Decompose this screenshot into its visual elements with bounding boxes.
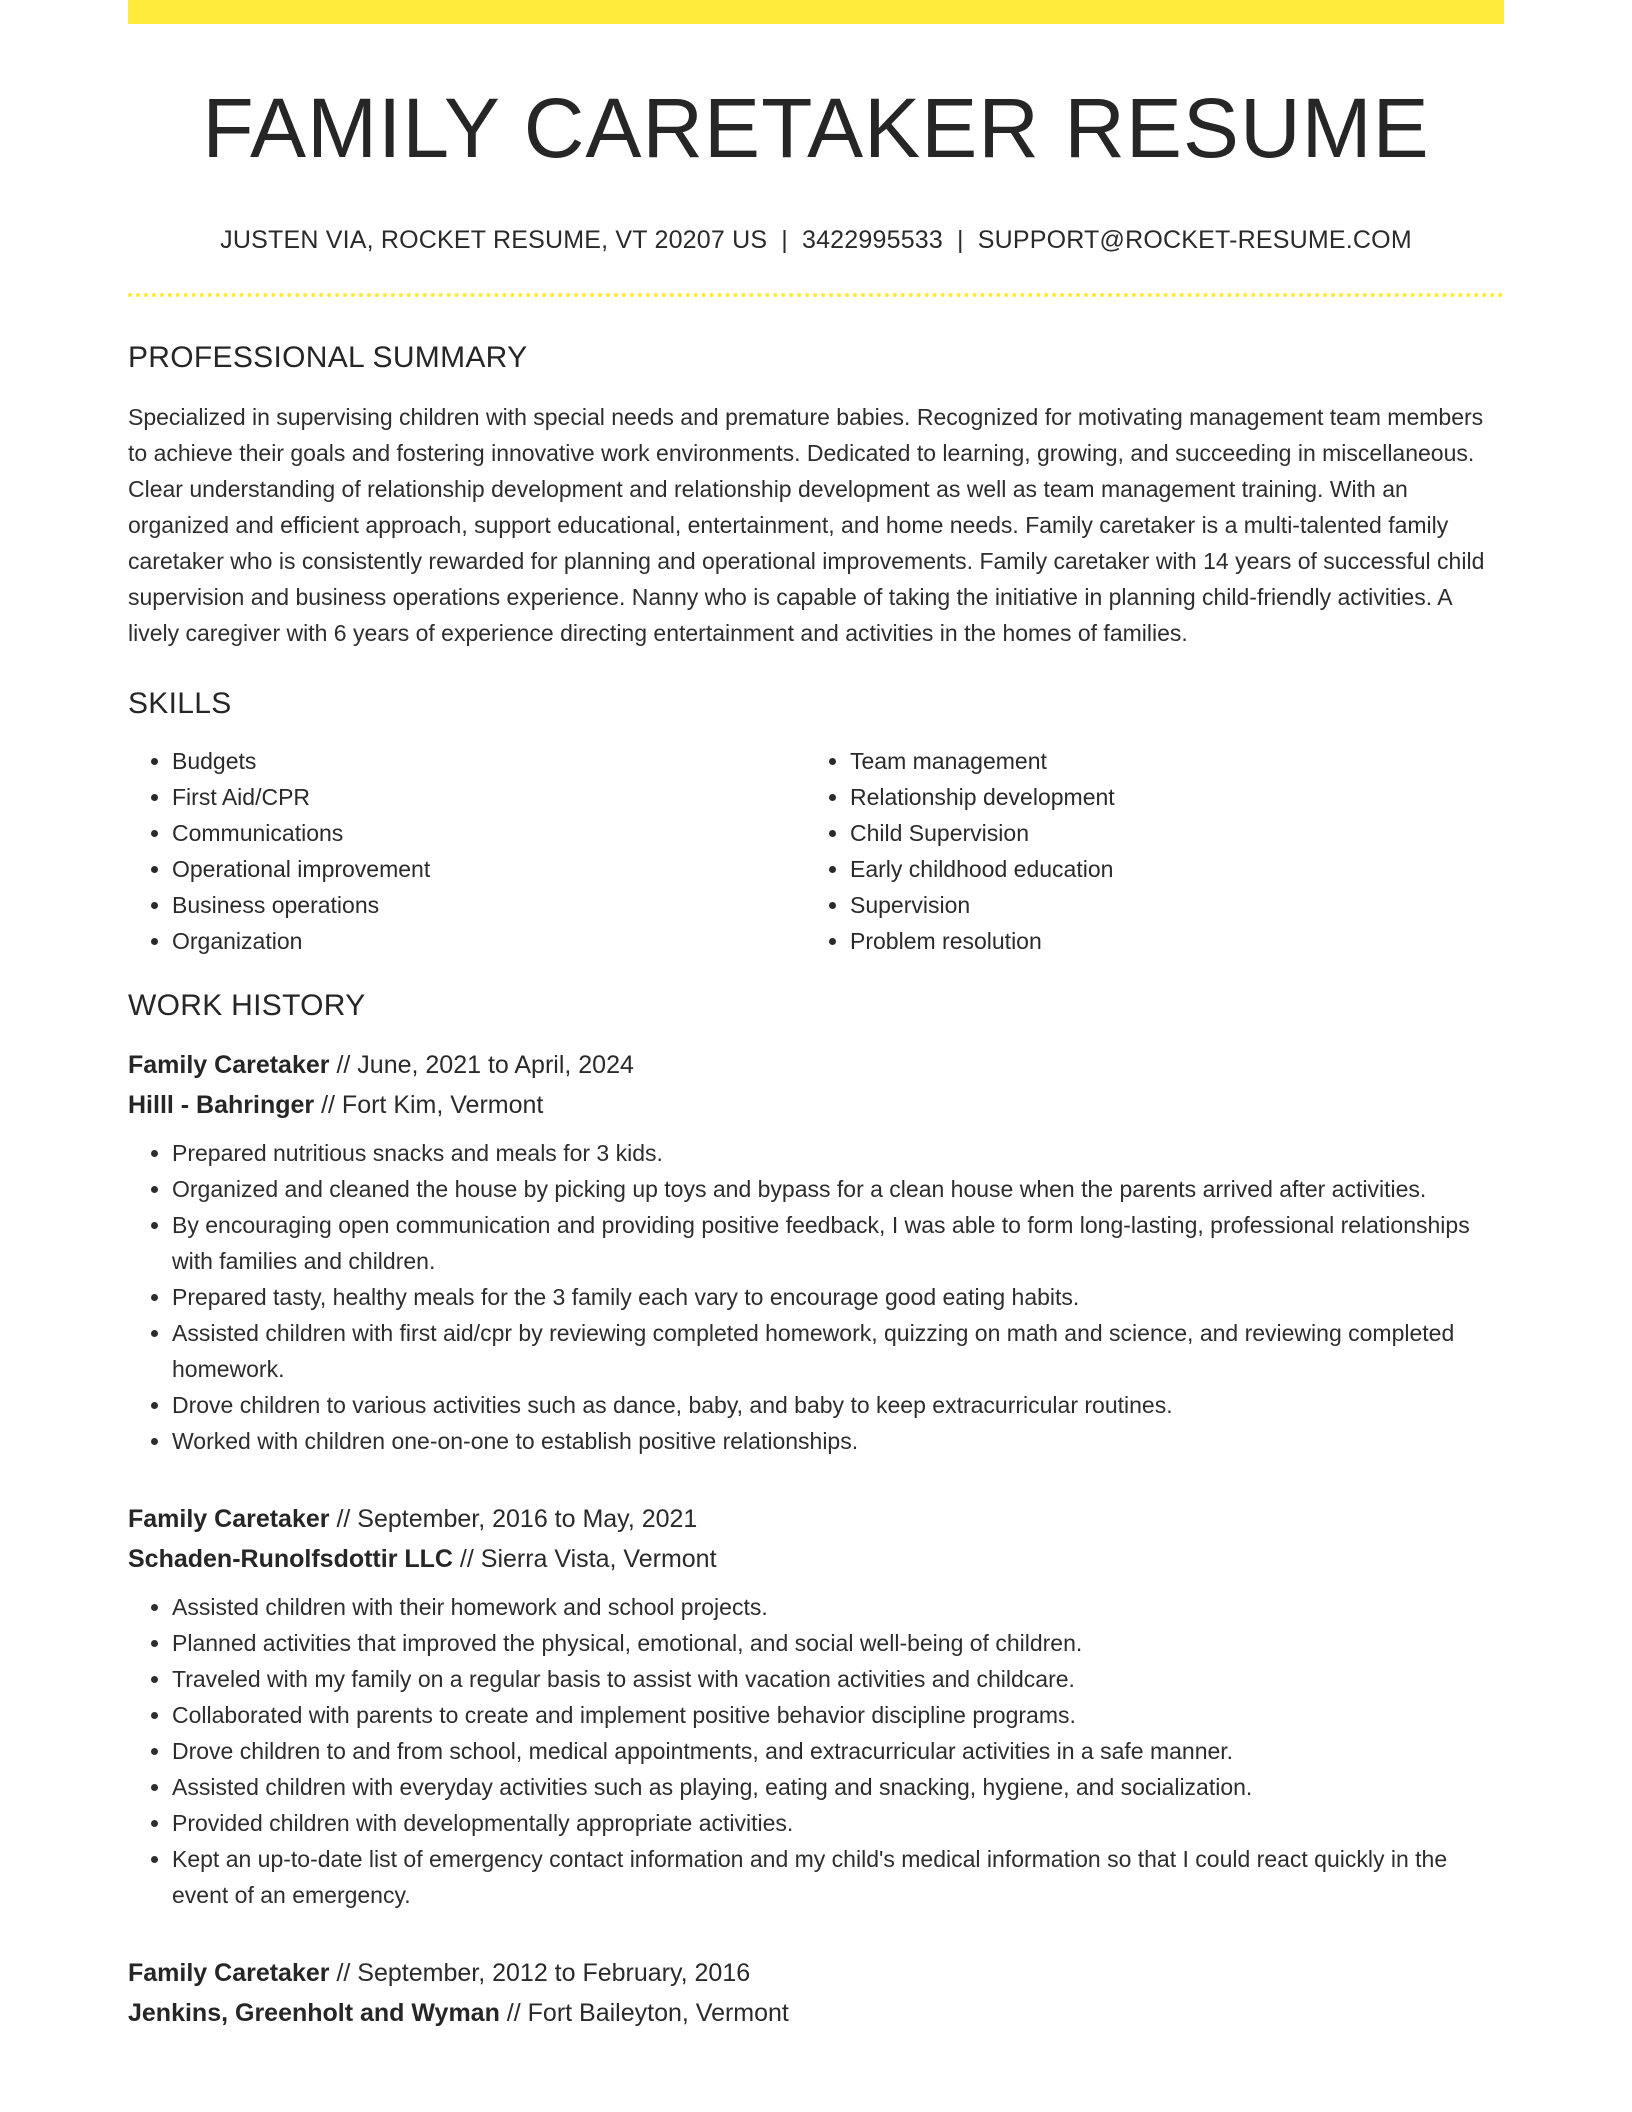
contact-line [128, 226, 1504, 255]
job-bullet: • Assisted children with first aid/cpr by reviewing completed homework, quizzing on math and science, and reviewing completed homework. [172, 1315, 1504, 1387]
skill-item: • First Aid/CPR [172, 779, 806, 815]
job-location: // Fort Kim, Vermont [314, 1091, 544, 1120]
job-bullet: • Organized and cleaned the house by picking up toys and bypass for a clean house when the parents arrived after activities. [172, 1171, 1504, 1207]
resume-page [128, 0, 1504, 2033]
skill-item: • Team management [850, 743, 1484, 779]
skill-item: • Communications [172, 815, 806, 851]
job-bullet: • Prepared nutritious snacks and meals for 3 kids. [172, 1135, 1504, 1171]
job-bullet: • Drove children to various activities such as dance, baby, and baby to keep extracurricular routines. [172, 1387, 1504, 1423]
accent-bar [128, 0, 1504, 24]
job-entry [128, 1499, 1504, 1913]
skill-item: • Child Supervision [850, 815, 1484, 851]
job-bullets [128, 1135, 1504, 1459]
job-entry [128, 1045, 1504, 1459]
work-history-heading: WORK HISTORY [128, 989, 366, 1023]
job-bullet: • Planned activities that improved the physical, emotional, and social well-being of children. [172, 1625, 1504, 1661]
job-role: Family Caretaker [128, 1505, 330, 1534]
job-location: // Sierra Vista, Vermont [452, 1545, 717, 1574]
contact-address: JUSTEN VIA, ROCKET RESUME, VT 20207 US [220, 226, 768, 255]
skill-item: • Operational improvement [172, 851, 806, 887]
job-dates: // June, 2021 to April, 2024 [329, 1051, 634, 1080]
job-bullet: • Worked with children one-on-one to establish positive relationships. [172, 1423, 1504, 1459]
job-bullet: • Kept an up-to-date list of emergency contact information and my child's medical information so that I could react quickly in the event of an emergency. [172, 1841, 1504, 1913]
skills-list [128, 743, 1504, 959]
skill-item: • Problem resolution [850, 923, 1484, 959]
summary-heading: PROFESSIONAL SUMMARY [128, 341, 528, 375]
contact-phone: 3422995533 [801, 226, 944, 255]
job-bullet: • Assisted children with everyday activities such as playing, eating and snacking, hygiene, and socialization. [172, 1769, 1504, 1805]
job-location: // Fort Baileyton, Vermont [499, 1999, 789, 2028]
job-bullet: • Assisted children with their homework and school projects. [172, 1589, 1504, 1625]
job-company: Jenkins, Greenholt and Wyman [128, 1999, 500, 2028]
job-bullet: • By encouraging open communication and providing positive feedback, I was able to form long-lasting, professional relationships with families and children. [172, 1207, 1504, 1279]
job-company-line [128, 1993, 1504, 2033]
job-bullet: • Prepared tasty, healthy meals for the 3 family each vary to encourage good eating habits. [172, 1279, 1504, 1315]
job-bullet: • Drove children to and from school, medical appointments, and extracurricular activities in a safe manner. [172, 1733, 1504, 1769]
job-role-line [128, 1045, 1504, 1085]
job-company-line [128, 1085, 1504, 1125]
skill-item: • Relationship development [850, 779, 1484, 815]
contact-separator: | [781, 226, 788, 255]
dotted-divider [128, 293, 1504, 297]
skill-item: • Business operations [172, 887, 806, 923]
job-company: Hilll - Bahringer [128, 1091, 315, 1120]
job-company-line [128, 1539, 1504, 1579]
job-dates: // September, 2012 to February, 2016 [329, 1959, 751, 1988]
job-bullet: • Traveled with my family on a regular basis to assist with vacation activities and childcare. [172, 1661, 1504, 1697]
contact-email[interactable]: SUPPORT@ROCKET-RESUME.COM [977, 226, 1412, 255]
job-dates: // September, 2016 to May, 2021 [329, 1505, 698, 1534]
contact-separator: | [957, 226, 964, 255]
skills-heading: SKILLS [128, 687, 232, 721]
job-bullets [128, 1589, 1504, 1913]
job-role: Family Caretaker [128, 1051, 330, 1080]
skill-item: • Budgets [172, 743, 806, 779]
job-entry [128, 1953, 1504, 2033]
skills-column-left [128, 743, 806, 959]
job-role: Family Caretaker [128, 1959, 330, 1988]
skill-item: • Supervision [850, 887, 1484, 923]
summary-text: Specialized in supervising children with special needs and premature babies. Recognized for motivating management team members to achieve their goals and fostering innovative work environments. Dedicated to learning, growing, and succeeding in miscellaneous. Clear understanding of relationship development and relationship development as well as team management training. With an organized and efficient approach, support educational, entertainment, and home needs. Family caretaker is a multi-talented family caretaker who is consistently rewarded for planning and operational improvements. Family caretaker with 14 years of successful child supervision and business operations experience. Nanny who is capable of taking the initiative in planning child-friendly activities. A lively caregiver with 6 years of experience directing entertainment and activities in the homes of families. [128, 404, 1485, 647]
skill-item: • Organization [172, 923, 806, 959]
job-role-line [128, 1953, 1504, 1993]
job-role-line [128, 1499, 1504, 1539]
resume-title: FAMILY CARETAKER RESUME [202, 81, 1430, 175]
skills-column-right [806, 743, 1484, 959]
skill-item: • Early childhood education [850, 851, 1484, 887]
job-company: Schaden-Runolfsdottir LLC [128, 1545, 453, 1574]
job-bullet: • Provided children with developmentally appropriate activities. [172, 1805, 1504, 1841]
job-bullet: • Collaborated with parents to create and implement positive behavior discipline programs. [172, 1697, 1504, 1733]
